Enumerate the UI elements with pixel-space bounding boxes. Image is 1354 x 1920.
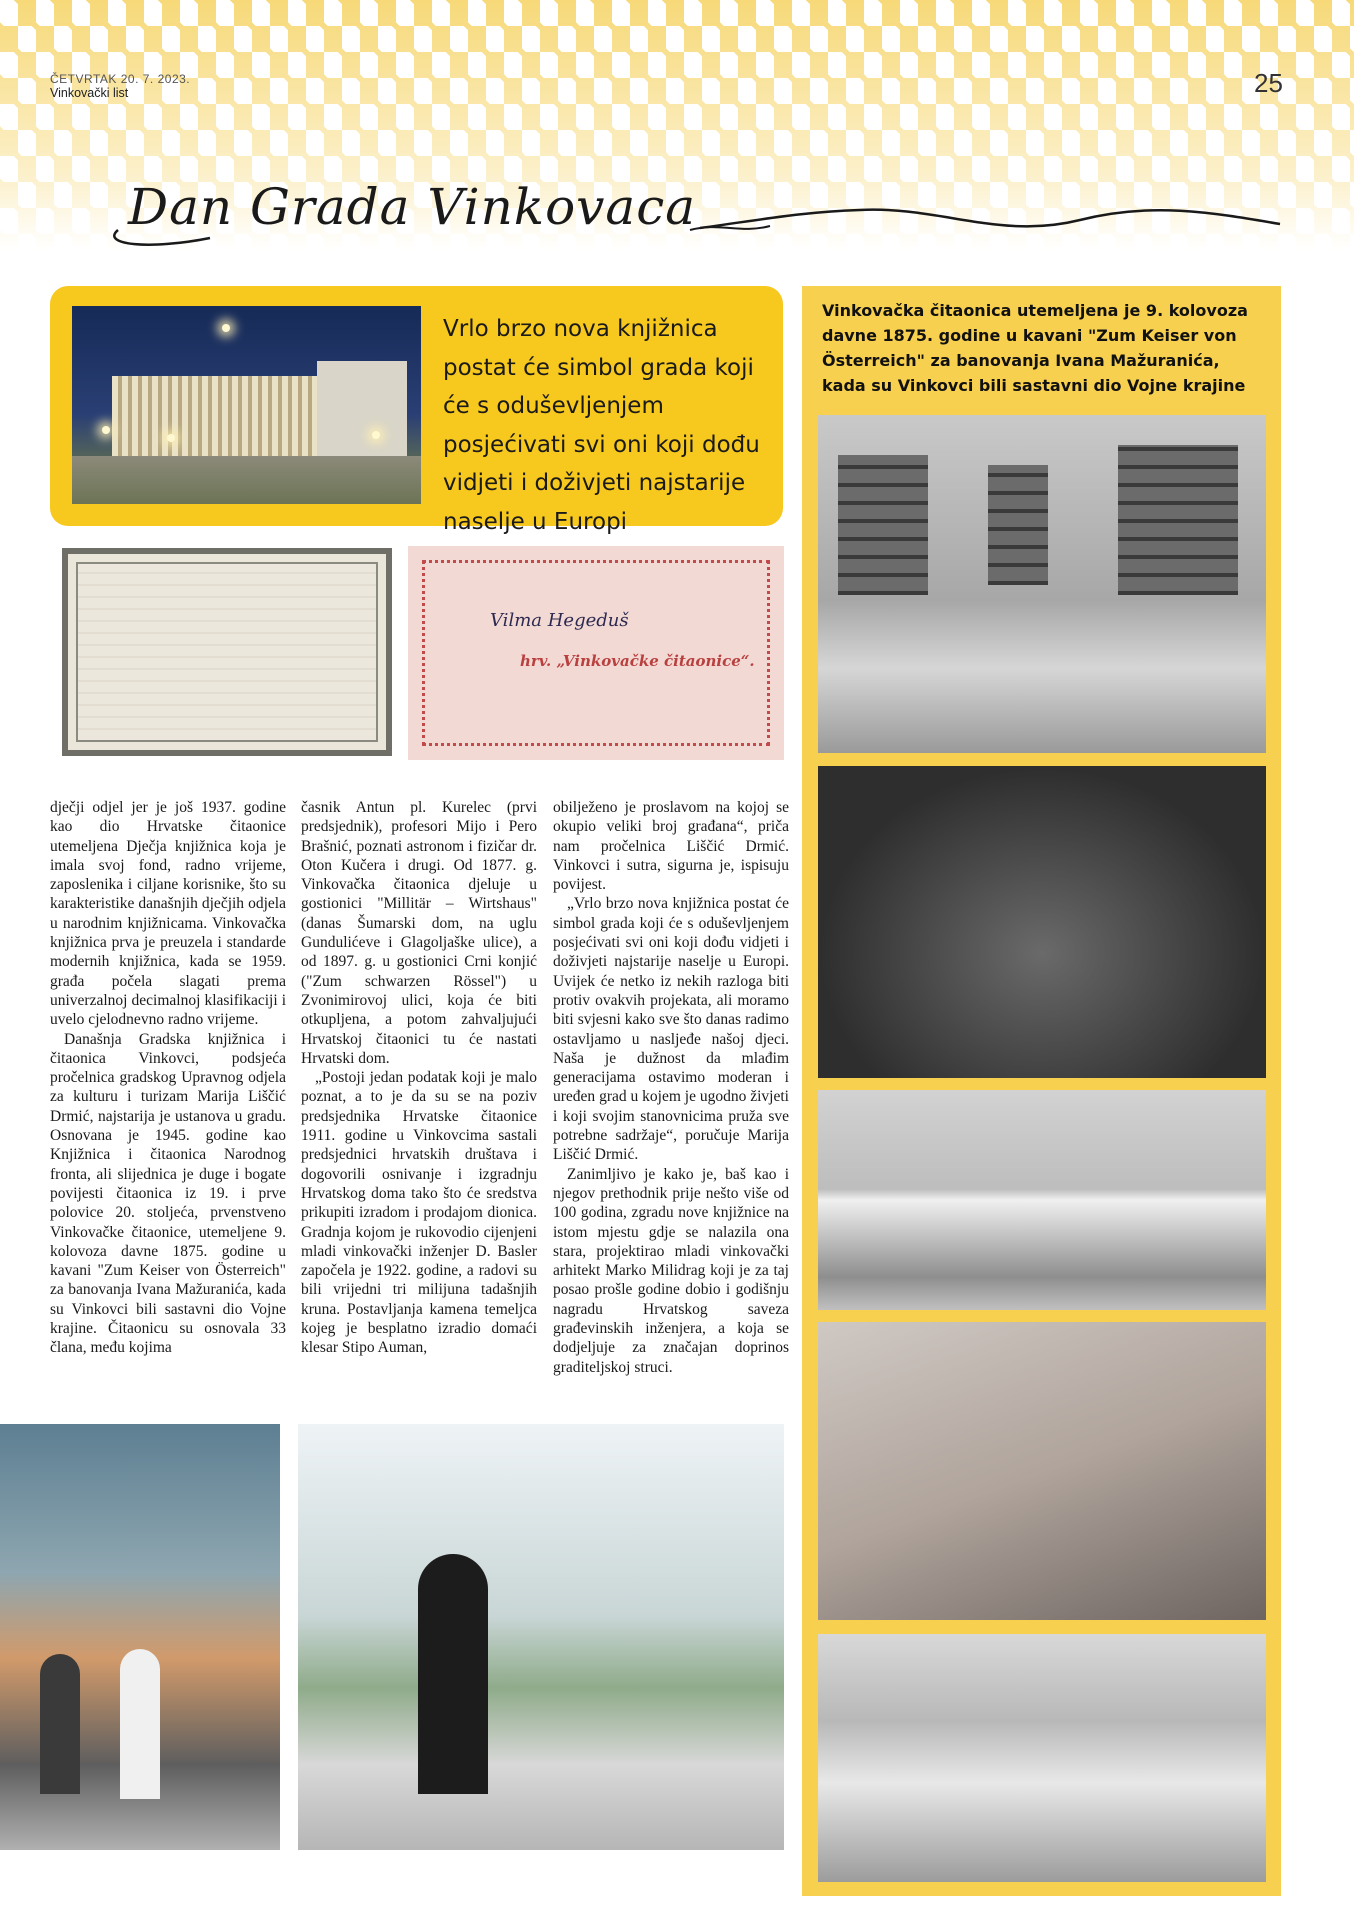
person xyxy=(418,1554,488,1794)
membership-card-org: hrv. „Vinkovačke čitaonice“. xyxy=(520,652,755,670)
page-number: 25 xyxy=(1254,68,1283,98)
street-lamp xyxy=(372,431,380,439)
paragraph: „Vrlo brzo nova knjižnica postat će simbol grada koji će s oduševljenjem posjećivati svi oni koji dođu vidjeti i doživjeti najstarije naselje u Europi. Uvijek će netko iz nekih razloga biti protiv ovakvih projekata, ali moramo biti svjesni kako sve što danas radimo ostavljamo u nasljeđe našoj djeci. Naša je dužnost da mlađim generacijama ostavimo moderan i uređen grad u kojem je ugodno živjeti i koji svojim stanovnicima pruža sve potrebne sadržaje“, poručuje Marija Liščić Drmić. xyxy=(553,895,789,1164)
share-certificate-image xyxy=(62,548,392,756)
street-lamp xyxy=(167,434,175,442)
newspaper-name: Vinkovački list xyxy=(50,86,129,100)
paragraph: časnik Antun pl. Kurelec (prvi predsjednik), profesori Mijo i Pero Brašnić, poznati astronom i fizičar dr. Oton Kučera i drugi. Od 1877. g. Vinkovačka čitaonica djeluje u gostionici "Millitär – Wirtshaus" (danas Šumarski dom, na uglu Gundulićeve i Glagoljaške ulice), a od 1897. g. u gostionici Crni konjić ("Zum schwarzen Rössel") u Zvonimirovoj ulici, koja će biti otkupljena, a potom zahvaljujući Hrvatskoj čitaonici tu će nastati Hrvatski dom. xyxy=(301,799,537,1067)
paragraph: Zanimljivo je kako je, baš kao i njegov prethodnik prije nešto više od 100 godina, zgradu nove knjižnice na istom mjestu gdje se nalazila ona stara, projektirao mladi vinkovački arhitekt Marko Milidrag koji je za taj posao prošle godine dobio i godišnju nagradu Hrvatskog saveza građevinskih inženjera, a koja se dodjeljuje za značajan doprinos graditeljskoj struci. xyxy=(553,1165,789,1376)
archive-photo-hrvatski-dom xyxy=(818,1634,1266,1882)
archive-photo-crowd xyxy=(818,766,1266,1078)
callout-quote: Vrlo brzo nova knjižnica postat će simbol grada koji će s oduševljenjem posjećivati svi oni koji dođu vidjeti i doživjeti najstarije naselje u Europi xyxy=(443,316,760,535)
archive-photo-old-building xyxy=(818,1090,1266,1310)
paragraph: Današnja Gradska knjižnica i čitaonica Vinkovci, podsjeća pročelnica gradskog Upravnog odjela za kulturu i turizam Marija Liščić Drmić, najstarija je ustanova u gradu. Osnovana je 1945. godine kao Knjižnica i čitaonica Narodnog fronta, ali slijednica je duge i bogate povijesti čitaonica iz 19. i prve polovice 20. stoljeća, prvenstveno Vinkovačke čitaonice, utemeljene 9. kolovoza davne 1875. godine u kavani "Zum Keiser von Österreich" za banovanja Ivana Mažuranića, kada su Vinkovci bili sastavni dio Vojne krajine. Čitaonicu su osnovala 33 člana, među kojima xyxy=(50,1030,286,1357)
archive-photo-reading-room xyxy=(818,415,1266,753)
archive-caption: Vinkovačka čitaonica utemeljena je 9. kolovoza davne 1875. godine u kavani "Zum Keiser von Österreich" za banovanja Ivana Mažuranića, kada su Vinkovci bili sastavni dio Vojne krajine xyxy=(822,301,1248,395)
paragraph: dječji odjel jer je još 1937. godine kao dio Hrvatske čitaonice utemeljena Dječja knjižnica koja je imala svoj fond, radno vrijeme, zaposlenika i ciljane korisnike, što su karakteristike današnjih dječjih odjela u narodnim knjižnicama. Vinkovačka knjižnica prva je preuzela i standarde modernih knjižnica, kada se 1959. građa počela slagati prema univerzalnoj decimalnoj klasifikaciji i uvelo cjelodnevno radno vrijeme. xyxy=(50,799,286,1029)
paragraph: obilježeno je proslavom na kojoj se okupio veliki broj građana“, priča nam pročelnica Liščić Drmić. Vinkovci i sutra, sigurna je, ispisuju povijest. xyxy=(553,799,789,894)
side-building xyxy=(317,361,407,456)
construction-site-photo xyxy=(0,1424,280,1850)
section-title: Dan Grada Vinkovaca xyxy=(128,178,697,236)
article-column-3 xyxy=(553,798,789,1377)
person xyxy=(40,1654,80,1794)
library-facade xyxy=(112,376,322,456)
paragraph: „Postoji jedan podatak koji je malo poznat, a to je da su se na poziv predsjednika Hrvatske čitaonice 1911. godine u Vinkovcima sastali predsjednici hrvatskih društava i dogovorili osnivanje i izgradnju Hrvatskog doma tako što će sredstva prikupiti izradom i prodajom dionica. Gradnja kojom je rukovodio cijenjeni mladi vinkovački inženjer D. Basler započela je 1922. godine, a radovi su bili vrijedni tri milijuna tadašnjih kruna. Postavljanja kamena temeljca kojeg je besplatno izradio domaći klesar Stipo Auman, xyxy=(301,1069,537,1357)
street-lamp xyxy=(222,324,230,332)
street-lamp xyxy=(102,426,110,434)
membership-card-name: Vilma Hegeduš xyxy=(490,610,629,631)
article-column-1 xyxy=(50,798,286,1358)
issue-date: ČETVRTAK 20. 7. 2023. xyxy=(50,72,191,86)
plaza xyxy=(72,456,421,504)
library-night-photo xyxy=(72,306,421,504)
archive-photo-librarians xyxy=(818,1322,1266,1620)
library-interior-photo xyxy=(298,1424,784,1850)
person xyxy=(120,1649,160,1799)
article-column-2 xyxy=(301,798,537,1358)
